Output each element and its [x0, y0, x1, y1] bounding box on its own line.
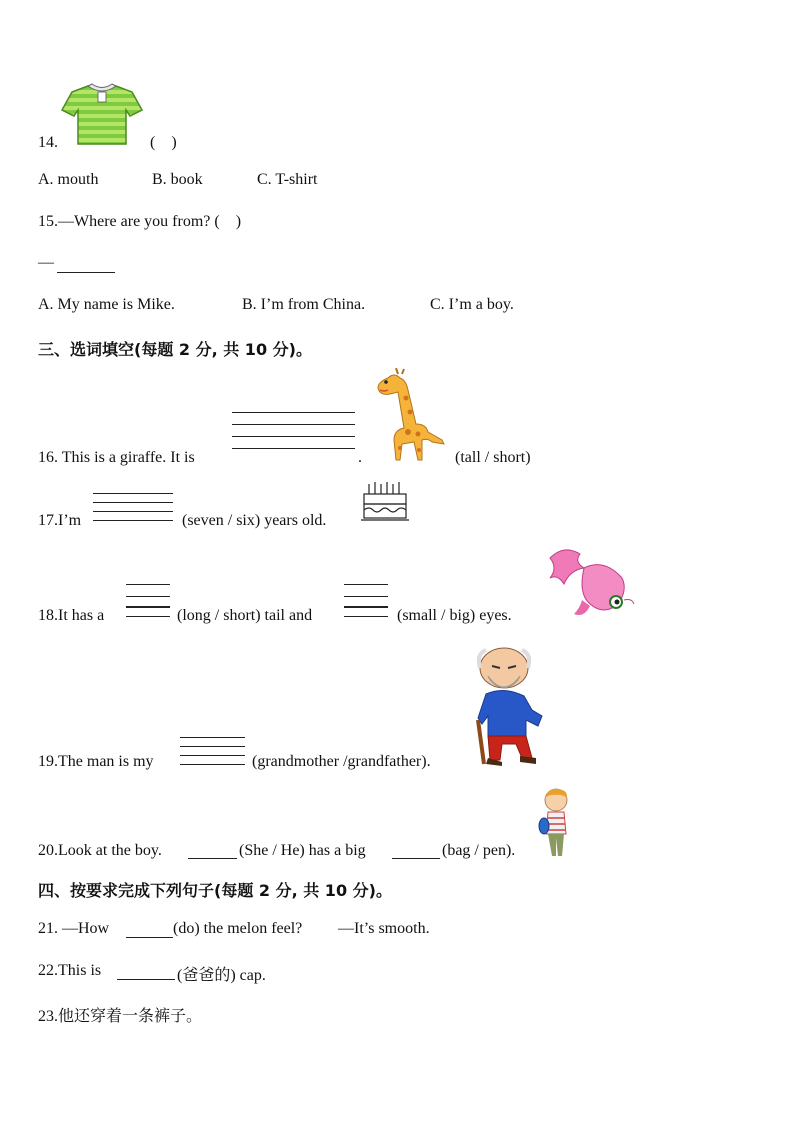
q19-writing-lines[interactable] [180, 737, 245, 776]
q14-option-c: C. T-shirt [257, 171, 318, 188]
q20-prefix: 20.Look at the boy. [38, 842, 162, 859]
q15-option-c: C. I’m a boy. [430, 296, 514, 313]
q17-writing-lines[interactable] [93, 493, 173, 532]
goldfish-image [544, 544, 636, 620]
grandfather-image [466, 646, 550, 768]
q17-suffix: (seven / six) years old. [182, 512, 327, 529]
section4-title: 四、按要求完成下列句子(每题 2 分, 共 10 分)。 [38, 881, 392, 900]
q18-suffix: (small / big) eyes. [397, 607, 512, 624]
q18-prefix: 18.It has a [38, 607, 105, 624]
q15-answer-dash: — [38, 254, 54, 271]
tshirt-image [60, 82, 144, 148]
q21-prefix: 21. —How [38, 920, 110, 937]
q14-option-b: B. book [152, 171, 203, 188]
q22-prefix: 22.This is [38, 962, 102, 979]
q23-text: 23.他还穿着一条裤子。 [38, 1008, 203, 1025]
q16-choices: (tall / short) [455, 449, 531, 466]
boy-image [538, 786, 574, 858]
q16-writing-lines[interactable] [232, 412, 355, 460]
giraffe-image [372, 368, 448, 464]
q16-prefix: 16. This is a giraffe. It is [38, 449, 195, 466]
birthday-cake-image [361, 480, 409, 524]
q15-answer-blank[interactable] [57, 272, 115, 273]
q14-answer-paren[interactable]: ( ) [150, 134, 177, 151]
q20-middle: (She / He) has a big [239, 842, 366, 859]
q19-prefix: 19.The man is my [38, 753, 154, 770]
q22-blank[interactable] [117, 979, 175, 980]
q15-option-b: B. I’m from China. [242, 296, 366, 313]
q21-suffix: —It’s smooth. [338, 920, 430, 937]
q14-number: 14. [38, 134, 58, 151]
q20-suffix: (bag / pen). [442, 842, 516, 859]
q21-blank[interactable] [126, 937, 173, 938]
q15-question: 15.—Where are you from? ( ) [38, 213, 242, 230]
q16-period: . [358, 449, 362, 466]
q21-middle: (do) the melon feel? [173, 920, 303, 937]
q14-option-a: A. mouth [38, 171, 99, 188]
q18-middle: (long / short) tail and [177, 607, 313, 624]
q17-prefix: 17.I’m [38, 512, 82, 529]
q20-blank-1[interactable] [188, 858, 237, 859]
q15-option-a: A. My name is Mike. [38, 296, 175, 313]
q22-suffix: (爸爸的) cap. [177, 967, 266, 984]
section3-title: 三、选词填空(每题 2 分, 共 10 分)。 [38, 340, 312, 359]
q19-suffix: (grandmother /grandfather). [252, 753, 431, 770]
q20-blank-2[interactable] [392, 858, 440, 859]
